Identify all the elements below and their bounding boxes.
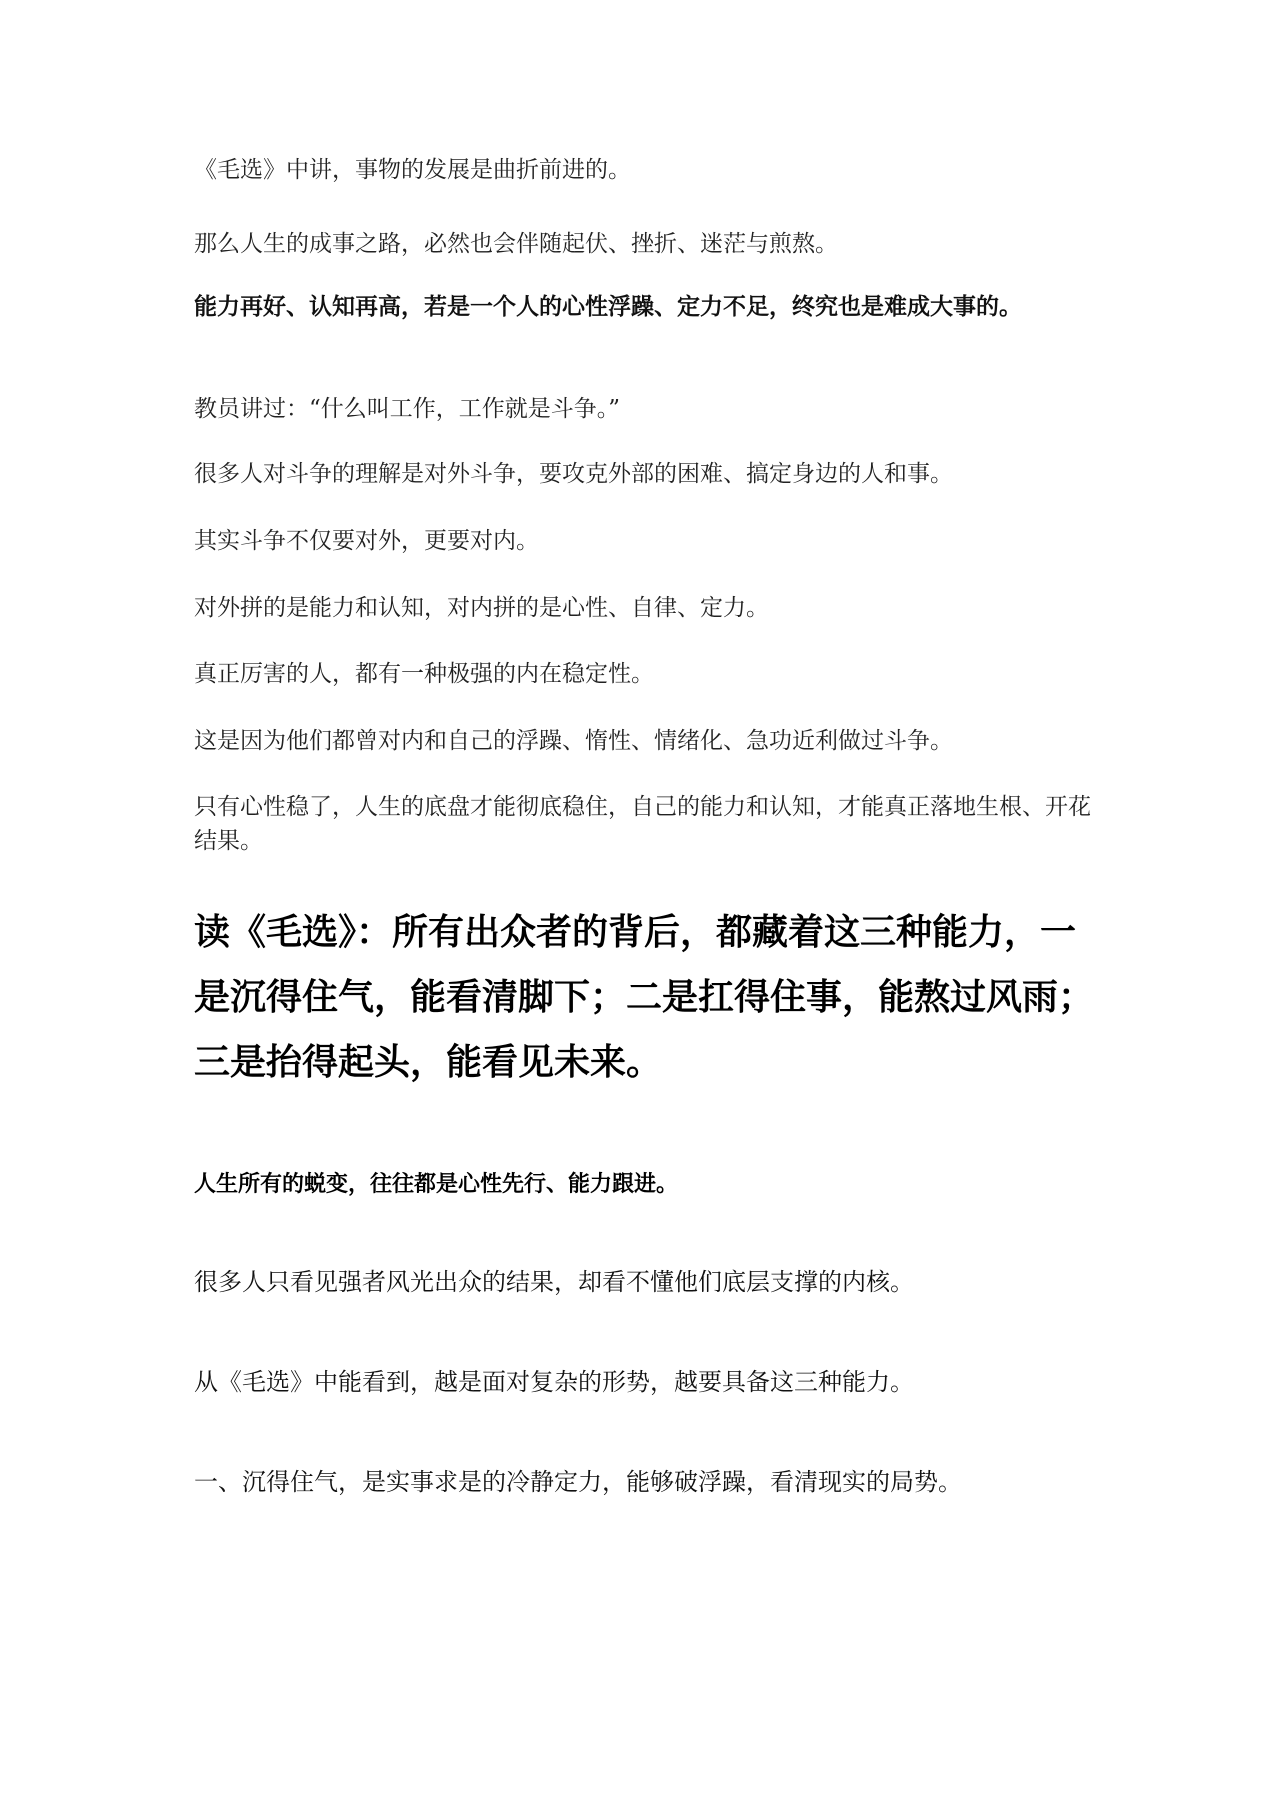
- paragraph: 只有心性稳了，人生的底盘才能彻底稳住，自己的能力和认知，才能真正落地生根、开花结果。: [194, 794, 1091, 854]
- paragraph: 其实斗争不仅要对外，更要对内。: [194, 528, 539, 554]
- paragraph: 《毛选》中讲，事物的发展是曲折前进的。: [194, 157, 631, 183]
- paragraph: 从《毛选》中能看到，越是面对复杂的形势，越要具备这三种能力。: [194, 1368, 914, 1396]
- paragraph: 很多人对斗争的理解是对外斗争，要攻克外部的困难、搞定身边的人和事。: [194, 461, 953, 487]
- paragraph: 那么人生的成事之路，必然也会伴随起伏、挫折、迷茫与煎熬。: [194, 231, 838, 257]
- paragraph: 真正厉害的人，都有一种极强的内在稳定性。: [194, 661, 654, 687]
- section-heading: 读《毛选》：所有出众者的背后，都藏着这三种能力，一是沉得住气，能看清脚下；二是扛得住事，能熬过风雨；三是抬得起头，能看见未来。: [194, 912, 1095, 1083]
- numbered-point: 一、沉得住气，是实事求是的冷静定力，能够破浮躁，看清现实的局势。: [194, 1468, 962, 1496]
- subheading: 人生所有的蜕变，往往都是心性先行、能力跟进。: [194, 1172, 679, 1197]
- paragraph: 这是因为他们都曾对内和自己的浮躁、惰性、情绪化、急功近利做过斗争。: [194, 728, 953, 754]
- paragraph: 很多人只看见强者风光出众的结果，却看不懂他们底层支撑的内核。: [194, 1268, 914, 1296]
- paragraph: 对外拼的是能力和认知，对内拼的是心性、自律、定力。: [194, 595, 769, 621]
- bold-paragraph: 能力再好、认知再高，若是一个人的心性浮躁、定力不足，终究也是难成大事的。: [194, 293, 1022, 320]
- paragraph: 教员讲过：“什么叫工作，工作就是斗争。”: [194, 396, 621, 422]
